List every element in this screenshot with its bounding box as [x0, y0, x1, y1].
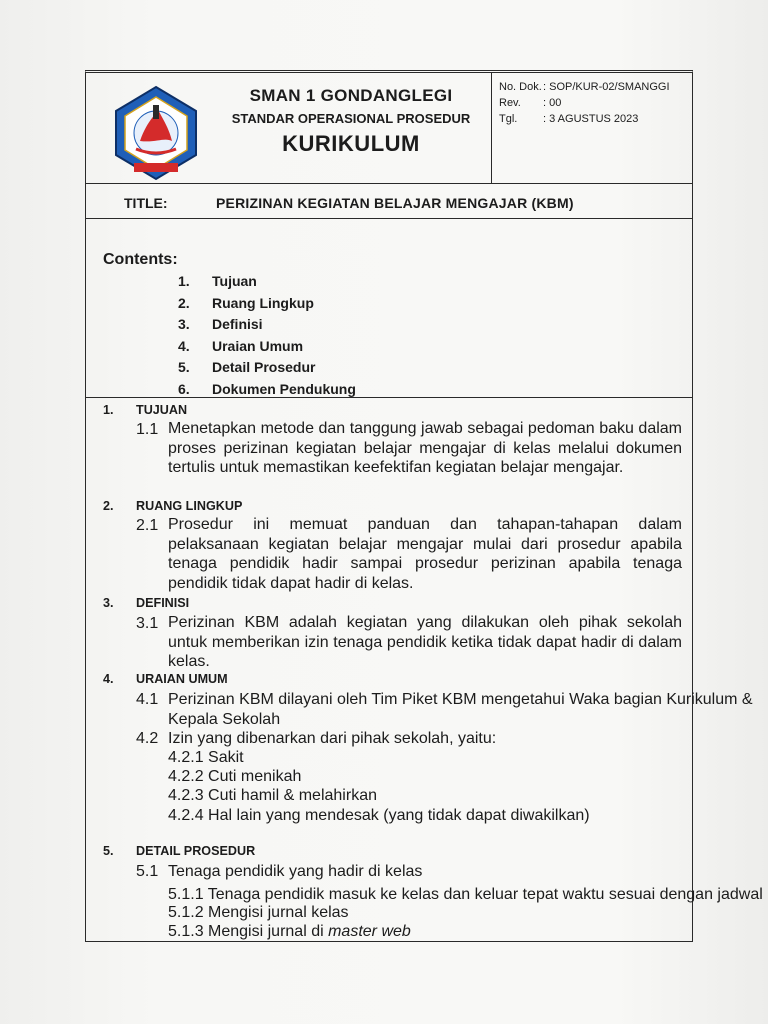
meta-revision [499, 95, 670, 111]
title-label: TITLE: [124, 195, 168, 211]
section-number: 1.1 [136, 421, 159, 438]
section-heading-uraian-umum: 4. URAIAN UMUM [103, 672, 228, 686]
list-item-text: Perizinan KBM dilayani oleh Tim Piket KBM mengetahui Waka bagian Kurikulum & [168, 691, 753, 708]
list-item: 5.1.2 Mengisi jurnal kelas [168, 904, 349, 921]
list-item: 4.2.4 Hal lain yang mendesak (yang tidak dapat diwakilkan) [168, 807, 590, 824]
contents-item: 2. Ruang Lingkup [178, 294, 314, 311]
contents-item: 1. Tujuan [178, 273, 257, 289]
contents-item: 5. Detail Prosedur [178, 359, 316, 375]
meta-value: : SOP/KUR-02/SMANGGI [543, 81, 670, 93]
section-number: 4.2 [136, 730, 159, 747]
document-meta [499, 79, 670, 127]
list-item-text: 5.1.3 Mengisi jurnal di [168, 923, 329, 940]
title-bottom-rule [86, 218, 692, 219]
header-bottom-rule [86, 183, 692, 184]
meta-value: : 3 AGUSTUS 2023 [543, 113, 639, 125]
italic-term: master web [328, 923, 411, 940]
school-logo-icon [106, 83, 206, 183]
section-text-tujuan: Menetapkan metode dan tanggung jawab sebagai pedoman baku dalam proses perizinan kegiatan belajar mengajar di kelas melalui dokumen tertulis untuk memastikan keefektifan kegiatan belajar mengajar. [168, 420, 682, 476]
meta-value: : 00 [543, 97, 562, 109]
meta-key: No. Dok. [499, 81, 542, 93]
section-heading-tujuan: 1. TUJUAN [103, 403, 188, 417]
contents-item: 4. Uraian Umum [178, 337, 304, 354]
section-number: 2.1 [136, 517, 159, 534]
list-item-text: Izin yang dibenarkan dari pihak sekolah, yaitu: [168, 730, 497, 747]
section-heading-ruang-lingkup: 2. RUANG LINGKUP [103, 499, 243, 513]
meta-key: Rev. [499, 97, 521, 109]
section-text-ruang-lingkup: Prosedur ini memuat panduan dan tahapan-tahapan dalam pelaksanaan kegiatan belajar mengajar mulai dari prosedur apabila tenaga pendidik hadir sampai prosedur perizinan apabila tenaga pendidik tidak dapat hadir di kelas. [168, 516, 682, 592]
list-item: 5.1.1 Tenaga pendidik masuk ke kelas dan keluar tepat waktu sesuai dengan jadwal [168, 886, 763, 903]
document-type: STANDAR OPERASIONAL PROSEDUR [231, 111, 471, 126]
contents-item: 6. Dokumen Pendukung [178, 380, 356, 397]
meta-date [499, 111, 670, 127]
sop-frame [85, 70, 763, 942]
list-item: 4.2.3 Cuti hamil & melahirkan [168, 787, 377, 804]
list-item-text: Kepala Sekolah [168, 711, 281, 728]
document-title: PERIZINAN KEGIATAN BELAJAR MENGAJAR (KBM) [216, 195, 574, 211]
contents-bottom-rule [86, 397, 692, 398]
meta-doc-number [499, 79, 670, 95]
list-item: 4.2.2 Cuti menikah [168, 768, 302, 785]
unit-name: KURIKULUM [282, 131, 420, 156]
meta-key: Tgl. [499, 113, 518, 125]
section-heading-detail-prosedur: 5. DETAIL PROSEDUR [103, 844, 256, 858]
contents-item: 3. Definisi [178, 316, 263, 332]
section-text-definisi: Perizinan KBM adalah kegiatan yang dilakukan oleh pihak sekolah untuk memberikan izin tenaga pendidik ketika tidak dapat hadir di dalam kelas. [168, 614, 682, 670]
contents-heading: Contents: [103, 251, 178, 268]
school-name: SMAN 1 GONDANGLEGI [249, 86, 453, 105]
section-heading-definisi: 3. DEFINISI [103, 596, 190, 610]
list-item-text: Tenaga pendidik yang hadir di kelas [168, 863, 423, 880]
section-number: 5.1 [136, 863, 159, 880]
list-item [168, 922, 411, 942]
list-item: 4.2.1 Sakit [168, 749, 244, 766]
section-number: 4.1 [136, 691, 159, 708]
section-number: 3.1 [136, 615, 159, 632]
contents-list [178, 271, 356, 400]
